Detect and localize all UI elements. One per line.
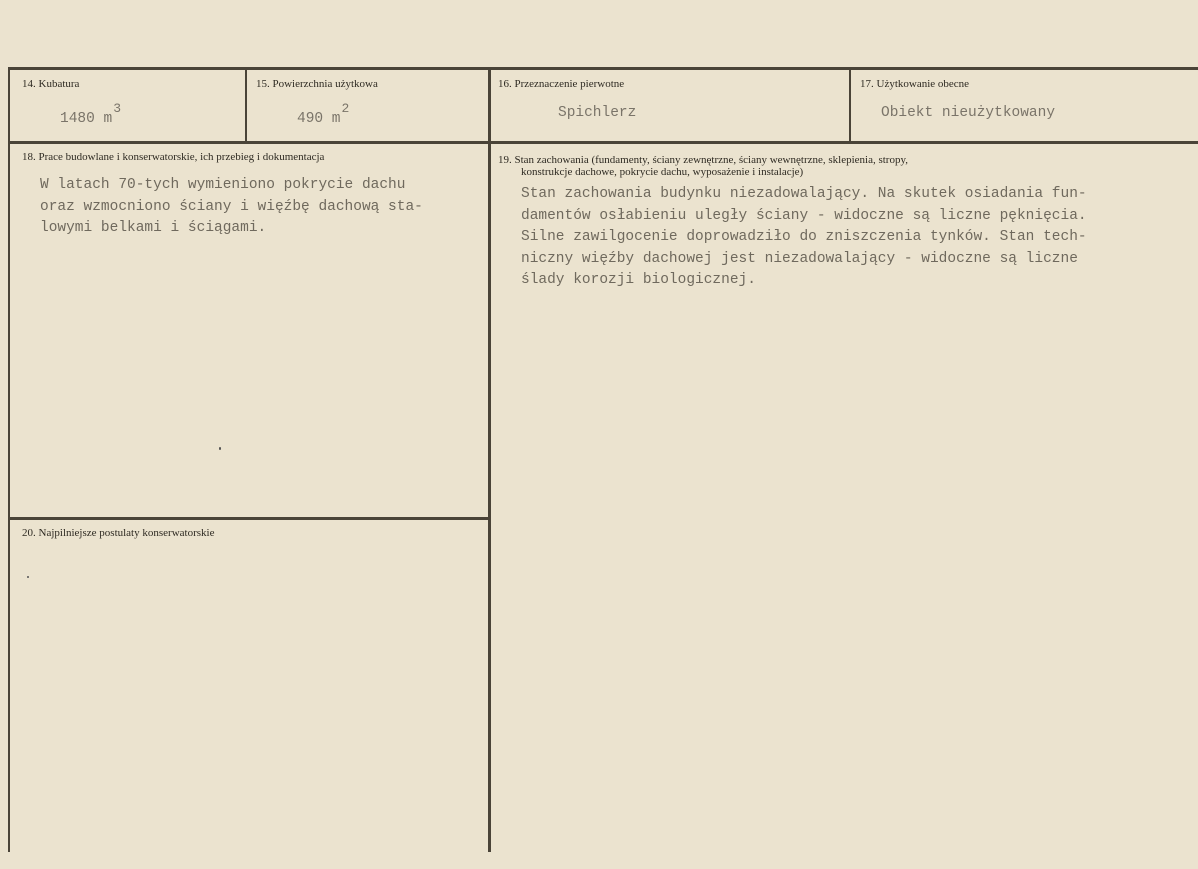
- divider-16-17: [849, 67, 851, 143]
- field-14-value: [60, 101, 122, 127]
- field-15-value-text: 490 m: [297, 110, 341, 127]
- field-18-label: 18. Prace budowlane i konserwatorskie, ich przebieg i dokumentacja: [22, 151, 325, 163]
- field-15-unit-superscript: 2: [341, 101, 350, 116]
- row1-bottom-rule: [8, 141, 1198, 144]
- field-19-label-line-1: 19. Stan zachowania (fundamenty, ściany zewnętrzne, ściany wewnętrzne, sklepienia, stropy,: [498, 154, 909, 166]
- divider-14-15: [245, 67, 247, 143]
- field-18-line: oraz wzmocniono ściany i więźbę dachową sta-: [40, 198, 423, 215]
- field-19-line: niczny więźby dachowej jest niezadowalający - widoczne są liczne: [521, 250, 1078, 267]
- field-17-value: Obiekt nieużytkowany: [881, 105, 1056, 121]
- field-16-label: 16. Przeznaczenie pierwotne: [498, 78, 625, 90]
- field-19-line: Silne zawilgocenie doprowadziło do zniszczenia tynków. Stan tech-: [521, 229, 1087, 245]
- divider-main: [488, 67, 491, 852]
- field-19-line: ślady korozji biologicznej.: [521, 272, 756, 288]
- field-17-label: 17. Użytkowanie obecne: [860, 78, 970, 90]
- field-18-text: [40, 175, 423, 240]
- field18-bottom-rule: [8, 517, 490, 520]
- field-19-label-line-2: konstrukcje dachowe, pokrycie dachu, wyposażenie i instalacje): [521, 166, 804, 178]
- paper-speck: [27, 576, 29, 578]
- field-19-line: Stan zachowania budynku niezadowalający. Na skutek osiadania fun-: [521, 186, 1087, 202]
- field-15-label: 15. Powierzchnia użytkowa: [256, 78, 378, 90]
- field-14-value-text: 1480 m: [60, 110, 113, 127]
- top-rule: [8, 67, 1198, 70]
- field-19-line: damentów osłabieniu uległy ściany - widoczne są liczne pęknięcia.: [521, 207, 1087, 224]
- left-border: [8, 67, 10, 852]
- field-14-unit-superscript: 3: [113, 101, 122, 116]
- field-19-text: [521, 184, 1087, 292]
- field-18-line: W latach 70-tych wymieniono pokrycie dachu: [40, 177, 406, 193]
- field-14-label: 14. Kubatura: [22, 78, 80, 90]
- field-20-label: 20. Najpilniejsze postulaty konserwatorskie: [22, 527, 215, 539]
- paper-speck: [219, 447, 221, 450]
- field-18-line: lowymi belkami i ściągami.: [40, 220, 267, 236]
- field-16-value: Spichlerz: [558, 105, 637, 121]
- field-15-value: [297, 101, 350, 127]
